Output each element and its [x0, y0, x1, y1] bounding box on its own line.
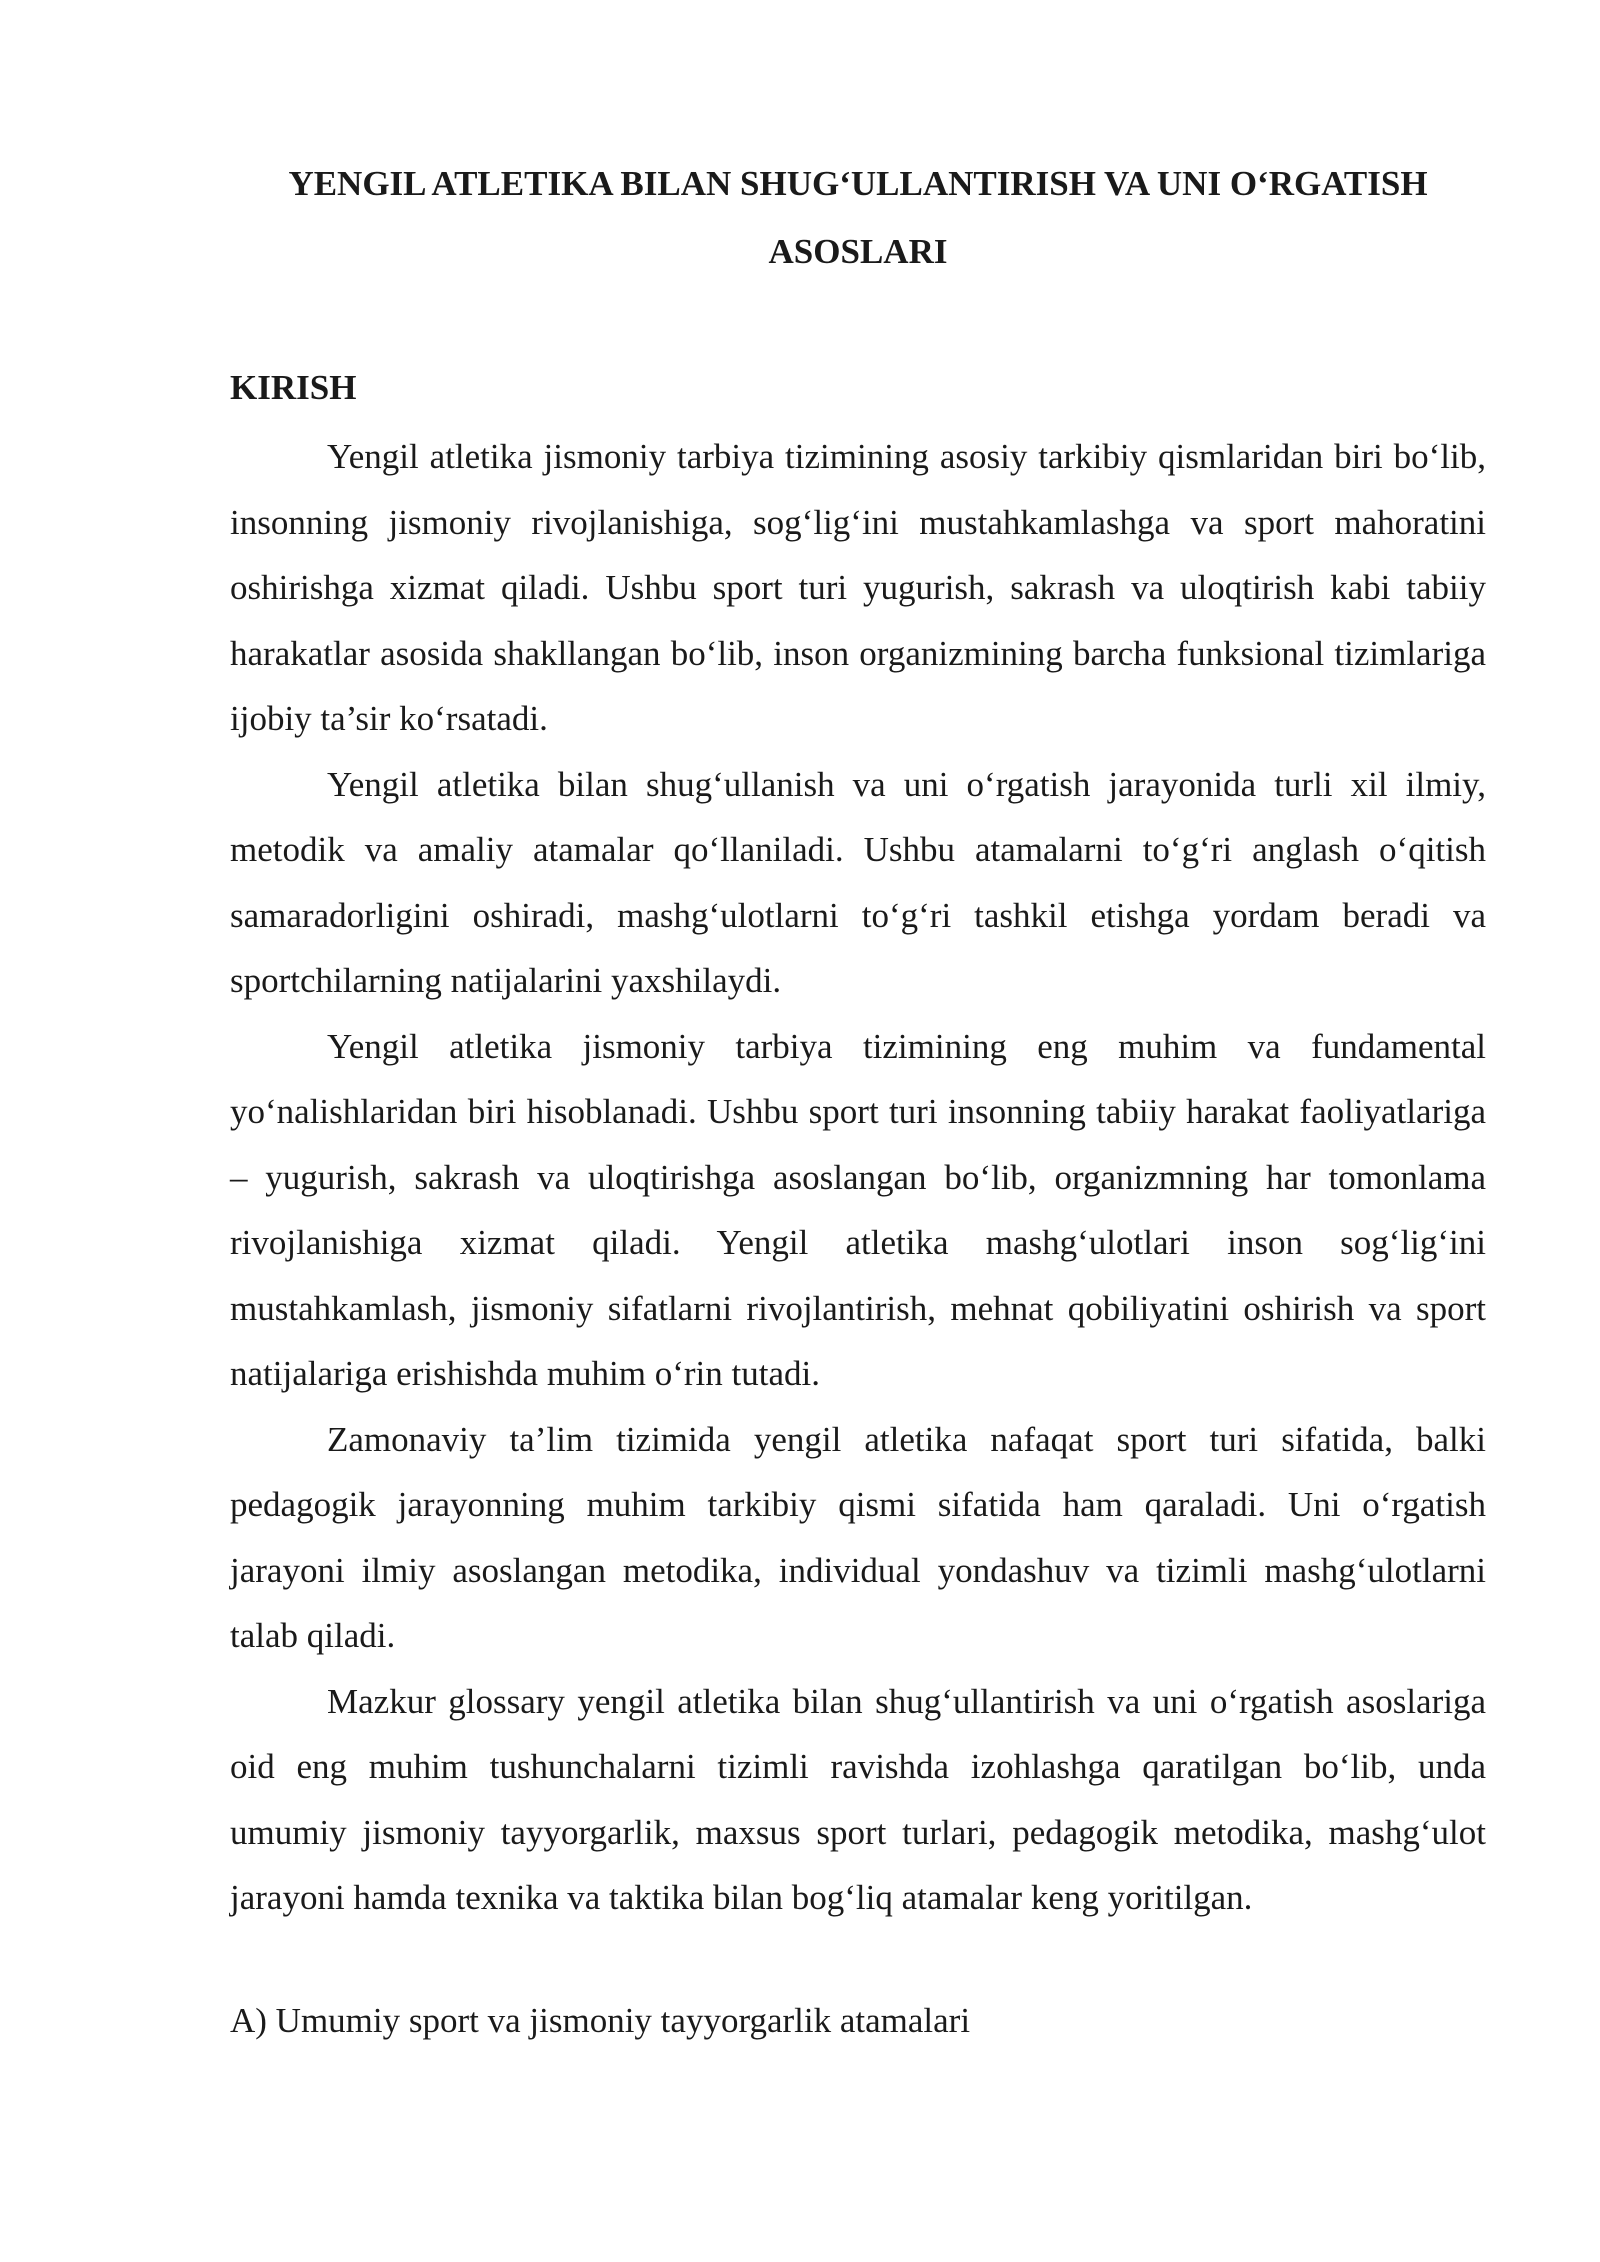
paragraph: Mazkur glossary yengil atletika bilan shug‘ullantirish va uni o‘rgatish asoslariga oid eng muhim tushunchalarni tizimli ravishda izohlashga qaratilgan bo‘lib, unda umumiy jismoniy tayyorgarlik, maxsus sport turlari, pedagogik metodika, mashg‘ulot jarayoni hamda texnika va taktika bilan bog‘liq atamalar keng yoritilgan.	[230, 1681, 1486, 1917]
paragraph: Yengil atletika jismoniy tarbiya tizimining eng muhim va fundamental yo‘nalishlaridan biri hisoblanadi. Ushbu sport turi insonning tabiiy harakat faoliyatlariga – yugurish, sakrash va uloqtirishga asoslangan bo‘lib, organizmning har tomonlama rivojlanishiga xizmat qiladi. Yengil atletika mashg‘ulotlari inson sog‘lig‘ini mustahkamlash, jismoniy sifatlarni rivojlantirish, mehnat qobiliyatini oshirish va sport natijalariga erishishda muhim o‘rin tutadi.	[230, 1026, 1486, 1393]
subsection-heading: A) Umumiy sport va jismoniy tayyorgarlik atamalari	[230, 2000, 971, 2040]
paragraph: Yengil atletika jismoniy tarbiya tizimining asosiy tarkibiy qismlaridan biri bo‘lib, insonning jismoniy rivojlanishiga, sog‘lig‘ini mustahkamlashga va sport mahoratini oshirishga xizmat qiladi. Ushbu sport turi yugurish, sakrash va uloqtirish kabi tabiiy harakatlar asosida shakllangan bo‘lib, inson organizmining barcha funksional tizimlariga ijobiy ta’sir ko‘rsatadi.	[230, 437, 1486, 738]
document-content	[230, 150, 1486, 2041]
section-heading-kirish: KIRISH	[230, 368, 357, 407]
document-title: YENGIL ATLETIKA BILAN SHUG‘ULLANTIRISH VA UNI O‘RGATISH ASOSLARI	[288, 164, 1428, 271]
introduction-body	[230, 424, 1486, 1931]
paragraph: Yengil atletika bilan shug‘ullanish va uni o‘rgatish jarayonida turli xil ilmiy, metodik va amaliy atamalar qo‘llaniladi. Ushbu atamalarni to‘g‘ri anglash o‘qitish samaradorligini oshiradi, mashg‘ulotlarni to‘g‘ri tashkil etishga yordam beradi va sportchilarning natijalarini yaxshilaydi.	[230, 764, 1486, 1000]
paragraph: Zamonaviy ta’lim tizimida yengil atletika nafaqat sport turi sifatida, balki pedagogik jarayonning muhim tarkibiy qismi sifatida ham qaraladi. Uni o‘rgatish jarayoni ilmiy asoslangan metodika, individual yondashuv va tizimli mashg‘ulotlarni talab qiladi.	[230, 1419, 1486, 1655]
